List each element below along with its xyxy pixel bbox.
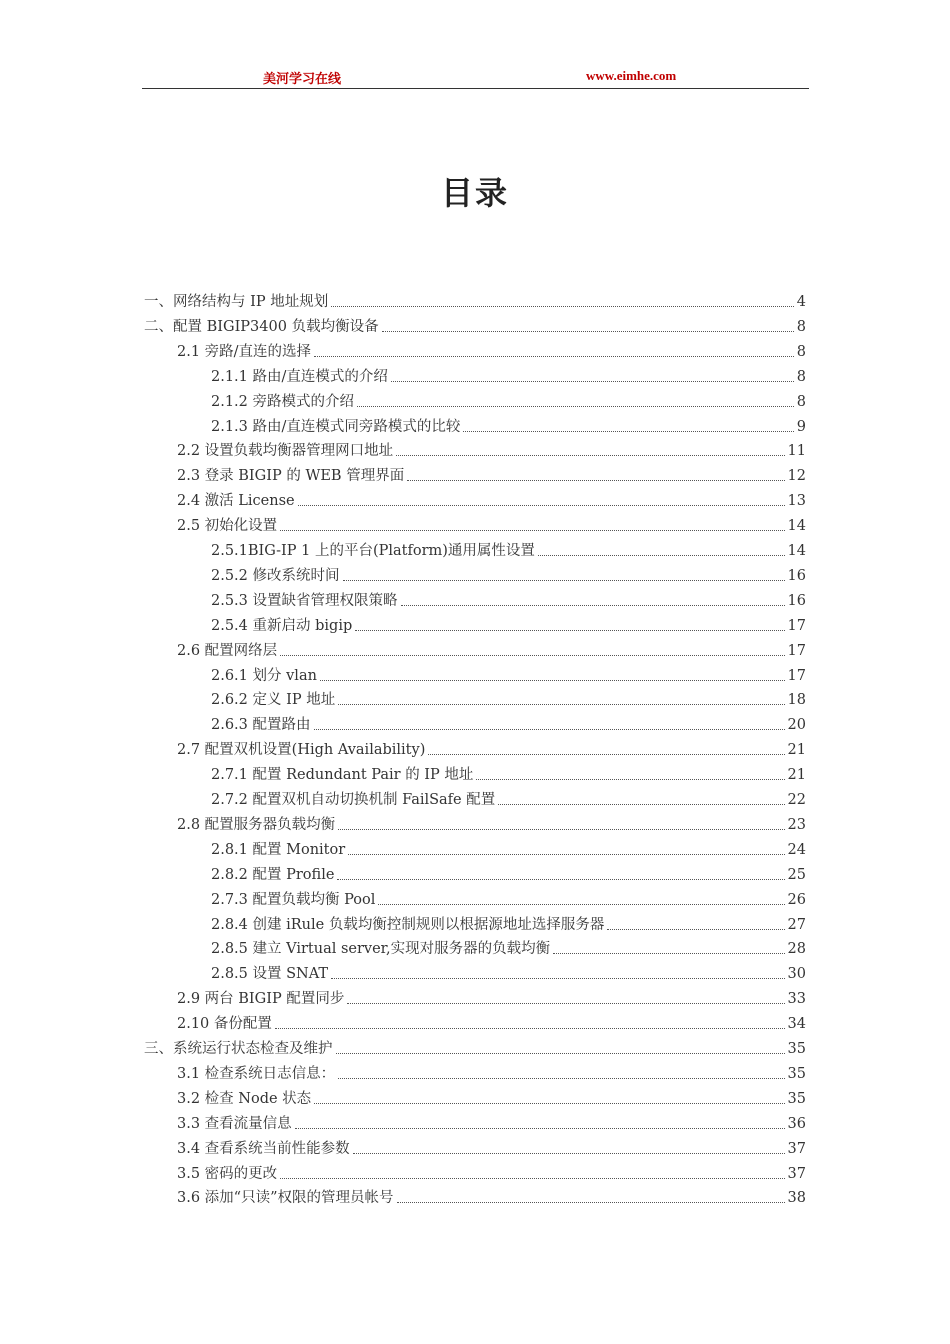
- toc-entry-page: 35: [787, 1065, 806, 1082]
- toc-entry-page: 8: [796, 318, 806, 335]
- toc-entry-page: 37: [787, 1140, 806, 1157]
- toc-dot-leader: [353, 1153, 785, 1154]
- toc-entry-page: 22: [787, 792, 806, 808]
- toc-entry[interactable]: [177, 1062, 806, 1084]
- toc-entry[interactable]: [211, 415, 806, 437]
- toc-entry-label: 2.7.2 配置双机自动切换机制 FailSafe 配置: [211, 792, 496, 808]
- toc-dot-leader: [298, 505, 785, 506]
- toc-entry[interactable]: [177, 639, 806, 661]
- toc-entry-page: 14: [787, 543, 806, 559]
- toc-entry-label: 三、系统运行状态检查及维护: [144, 1041, 333, 1057]
- toc-entry-label: 2.8.1 配置 Monitor: [211, 841, 346, 858]
- toc-entry-page: 9: [796, 418, 806, 435]
- toc-entry-label: 2.8.5 设置 SNAT: [211, 966, 329, 983]
- toc-entry-page: 36: [787, 1115, 806, 1132]
- toc-entry-page: 12: [787, 468, 806, 485]
- toc-entry-label: 2.8 配置服务器负载均衡: [177, 816, 336, 833]
- toc-entry-page: 18: [787, 692, 806, 709]
- toc-entry[interactable]: [211, 788, 806, 810]
- toc-dot-leader: [378, 904, 784, 905]
- toc-entry[interactable]: [177, 489, 806, 511]
- toc-dot-leader: [538, 555, 785, 556]
- toc-entry[interactable]: [211, 913, 806, 935]
- toc-entry-label: 2.6.3 配置路由: [211, 717, 311, 734]
- toc-entry[interactable]: [144, 1037, 806, 1059]
- toc-entry-label: 2.7 配置双机设置(High Availability): [177, 742, 426, 759]
- toc-entry-label: 2.5.2 修改系统时间: [211, 567, 340, 584]
- toc-dot-leader: [338, 704, 784, 705]
- toc-dot-leader: [428, 754, 784, 755]
- toc-entry[interactable]: [177, 1137, 806, 1159]
- toc-entry-label: 2.5.4 重新启动 bigip: [211, 617, 353, 634]
- toc-entry[interactable]: [211, 937, 806, 959]
- toc-entry-label: 3.6 添加“只读”权限的管理员帐号: [177, 1190, 394, 1207]
- toc-entry[interactable]: [177, 987, 806, 1009]
- toc-entry[interactable]: [177, 464, 806, 486]
- toc-entry-page: 17: [787, 642, 806, 659]
- toc-entry[interactable]: [177, 1162, 806, 1184]
- toc-entry-page: 13: [787, 493, 806, 510]
- toc-dot-leader: [382, 331, 794, 332]
- toc-entry-page: 21: [787, 742, 806, 759]
- toc-dot-leader: [357, 406, 794, 407]
- toc-entry-page: 8: [796, 393, 806, 410]
- toc-entry-label: 2.6.1 划分 vlan: [211, 667, 317, 684]
- toc-entry-label: 2.7.1 配置 Redundant Pair 的 IP 地址: [211, 767, 474, 784]
- toc-entry[interactable]: [211, 589, 806, 611]
- toc-entry-page: 38: [787, 1190, 806, 1207]
- toc-entry-label: 2.2 设置负载均衡器管理网口地址: [177, 443, 394, 460]
- toc-entry-label: 2.1.1 路由/直连模式的介绍: [211, 368, 388, 385]
- toc-entry[interactable]: [211, 713, 806, 735]
- toc-dot-leader: [348, 854, 784, 855]
- toc-entry[interactable]: [211, 365, 806, 387]
- toc-dot-leader: [280, 655, 784, 656]
- toc-entry-page: 34: [787, 1016, 806, 1033]
- toc-entry-label: 一、网络结构与 IP 地址规划: [144, 294, 329, 310]
- toc-entry-label: 2.4 激活 License: [177, 493, 295, 510]
- header-site-url: www.eimhe.com: [586, 68, 677, 83]
- toc-entry-label: 3.3 查看流量信息: [177, 1115, 292, 1132]
- toc-entry[interactable]: [177, 1087, 806, 1109]
- toc-entry-label: 2.10 备份配置: [177, 1016, 272, 1033]
- toc-entry[interactable]: [211, 888, 806, 910]
- toc-entry-page: 23: [787, 816, 806, 833]
- toc-entry[interactable]: [144, 290, 806, 312]
- toc-entry[interactable]: [177, 738, 806, 760]
- toc-entry-label: 2.7.3 配置负载均衡 Pool: [211, 891, 376, 908]
- toc-dot-leader: [401, 605, 785, 606]
- toc-entry[interactable]: [177, 514, 806, 536]
- toc-dot-leader: [396, 455, 784, 456]
- toc-dot-leader: [331, 978, 784, 979]
- toc-entry-label: 2.5.1BIG-IP 1 上的平台(Platform)通用属性设置: [211, 543, 535, 559]
- toc-entry[interactable]: [211, 614, 806, 636]
- toc-entry-label: 2.1.2 旁路模式的介绍: [211, 393, 355, 410]
- toc-entry-page: 14: [787, 518, 806, 535]
- toc-entry-page: 35: [787, 1090, 806, 1107]
- toc-entry[interactable]: [211, 564, 806, 586]
- toc-dot-leader: [295, 1128, 785, 1129]
- toc-entry-label: 2.8.5 建立 Virtual server,实现对服务器的负载均衡: [211, 941, 551, 958]
- toc-entry-page: 8: [796, 368, 806, 385]
- toc-entry-label: 2.8.4 创建 iRule 负载均衡控制规则以根据源地址选择服务器: [211, 916, 605, 933]
- toc-entry-label: 2.3 登录 BIGIP 的 WEB 管理界面: [177, 468, 405, 485]
- toc-dot-leader: [397, 1202, 785, 1203]
- toc-entry-page: 16: [787, 567, 806, 584]
- toc-entry[interactable]: [177, 340, 806, 362]
- toc-entry-label: 2.5.3 设置缺省管理权限策略: [211, 592, 398, 609]
- toc-entry[interactable]: [177, 1112, 806, 1134]
- toc-entry-label: 2.6.2 定义 IP 地址: [211, 692, 336, 709]
- toc-dot-leader: [338, 829, 784, 830]
- toc-entry-label: 3.1 检查系统日志信息：: [177, 1065, 336, 1082]
- toc-entry-label: 2.6 配置网络层: [177, 642, 278, 659]
- toc-entry-page: 28: [787, 941, 806, 958]
- toc-entry-page: 25: [787, 866, 806, 883]
- toc-entry-page: 33: [787, 991, 806, 1008]
- toc-dot-leader: [343, 580, 785, 581]
- page-title: 目录: [440, 174, 509, 212]
- toc-entry[interactable]: [211, 863, 806, 885]
- toc-entry[interactable]: [211, 763, 806, 785]
- toc-dot-leader: [391, 381, 794, 382]
- toc-dot-leader: [331, 306, 794, 307]
- toc-dot-leader: [280, 1178, 784, 1179]
- toc-dot-leader: [280, 530, 784, 531]
- toc-dot-leader: [347, 1003, 784, 1004]
- toc-entry-label: 2.8.2 配置 Profile: [211, 866, 335, 883]
- toc-entry[interactable]: [211, 390, 806, 412]
- toc-dot-leader: [314, 356, 794, 357]
- toc-entry-label: 2.9 两台 BIGIP 配置同步: [177, 991, 345, 1008]
- toc-entry-page: 11: [787, 443, 806, 460]
- toc-dot-leader: [336, 1053, 785, 1054]
- toc-entry-page: 8: [796, 343, 806, 360]
- toc-dot-leader: [314, 729, 785, 730]
- toc-entry-page: 30: [787, 966, 806, 983]
- toc-entry[interactable]: [177, 1186, 806, 1208]
- toc-entry[interactable]: [211, 664, 806, 686]
- header-site-name: 美河学习在线: [263, 72, 342, 87]
- toc-entry[interactable]: [211, 962, 806, 984]
- toc-entry-page: 35: [787, 1041, 806, 1057]
- toc-entry[interactable]: [211, 838, 806, 860]
- toc-dot-leader: [320, 680, 785, 681]
- toc-entry-page: 16: [787, 592, 806, 609]
- toc-entry-page: 4: [796, 294, 806, 310]
- toc-dot-leader: [553, 953, 784, 954]
- toc-dot-leader: [314, 1103, 784, 1104]
- toc-dot-leader: [463, 431, 793, 432]
- toc-entry-page: 24: [787, 841, 806, 858]
- toc-entry-page: 21: [787, 767, 806, 784]
- toc-entry[interactable]: [211, 539, 806, 561]
- toc-entry-label: 二、配置 BIGIP3400 负载均衡设备: [144, 318, 379, 335]
- toc-entry-page: 27: [787, 916, 806, 933]
- toc-dot-leader: [338, 1078, 784, 1079]
- toc-entry[interactable]: [211, 688, 806, 710]
- toc-dot-leader: [407, 480, 784, 481]
- toc-dot-leader: [607, 929, 784, 930]
- toc-entry-page: 17: [787, 667, 806, 684]
- toc-entry[interactable]: [144, 315, 806, 337]
- toc-dot-leader: [476, 779, 784, 780]
- page-header: [142, 66, 809, 89]
- toc-entry-label: 3.5 密码的更改: [177, 1165, 278, 1182]
- toc-entry-page: 20: [787, 717, 806, 734]
- toc-entry-page: 37: [787, 1165, 806, 1182]
- toc-entry-label: 3.4 查看系统当前性能参数: [177, 1140, 350, 1157]
- toc-dot-leader: [337, 879, 784, 880]
- toc-entry-label: 3.2 检查 Node 状态: [177, 1090, 312, 1107]
- toc-entry[interactable]: [177, 439, 806, 461]
- toc-entry-label: 2.1 旁路/直连的选择: [177, 343, 312, 360]
- toc-entry-label: 2.5 初始化设置: [177, 518, 278, 535]
- toc-entry[interactable]: [177, 813, 806, 835]
- toc-dot-leader: [355, 630, 784, 631]
- toc-entry-label: 2.1.3 路由/直连模式同旁路模式的比较: [211, 418, 461, 435]
- toc-entry[interactable]: [177, 1012, 806, 1034]
- toc-dot-leader: [275, 1028, 785, 1029]
- toc-entry-page: 26: [787, 891, 806, 908]
- toc-dot-leader: [498, 804, 784, 805]
- toc-entry-page: 17: [787, 617, 806, 634]
